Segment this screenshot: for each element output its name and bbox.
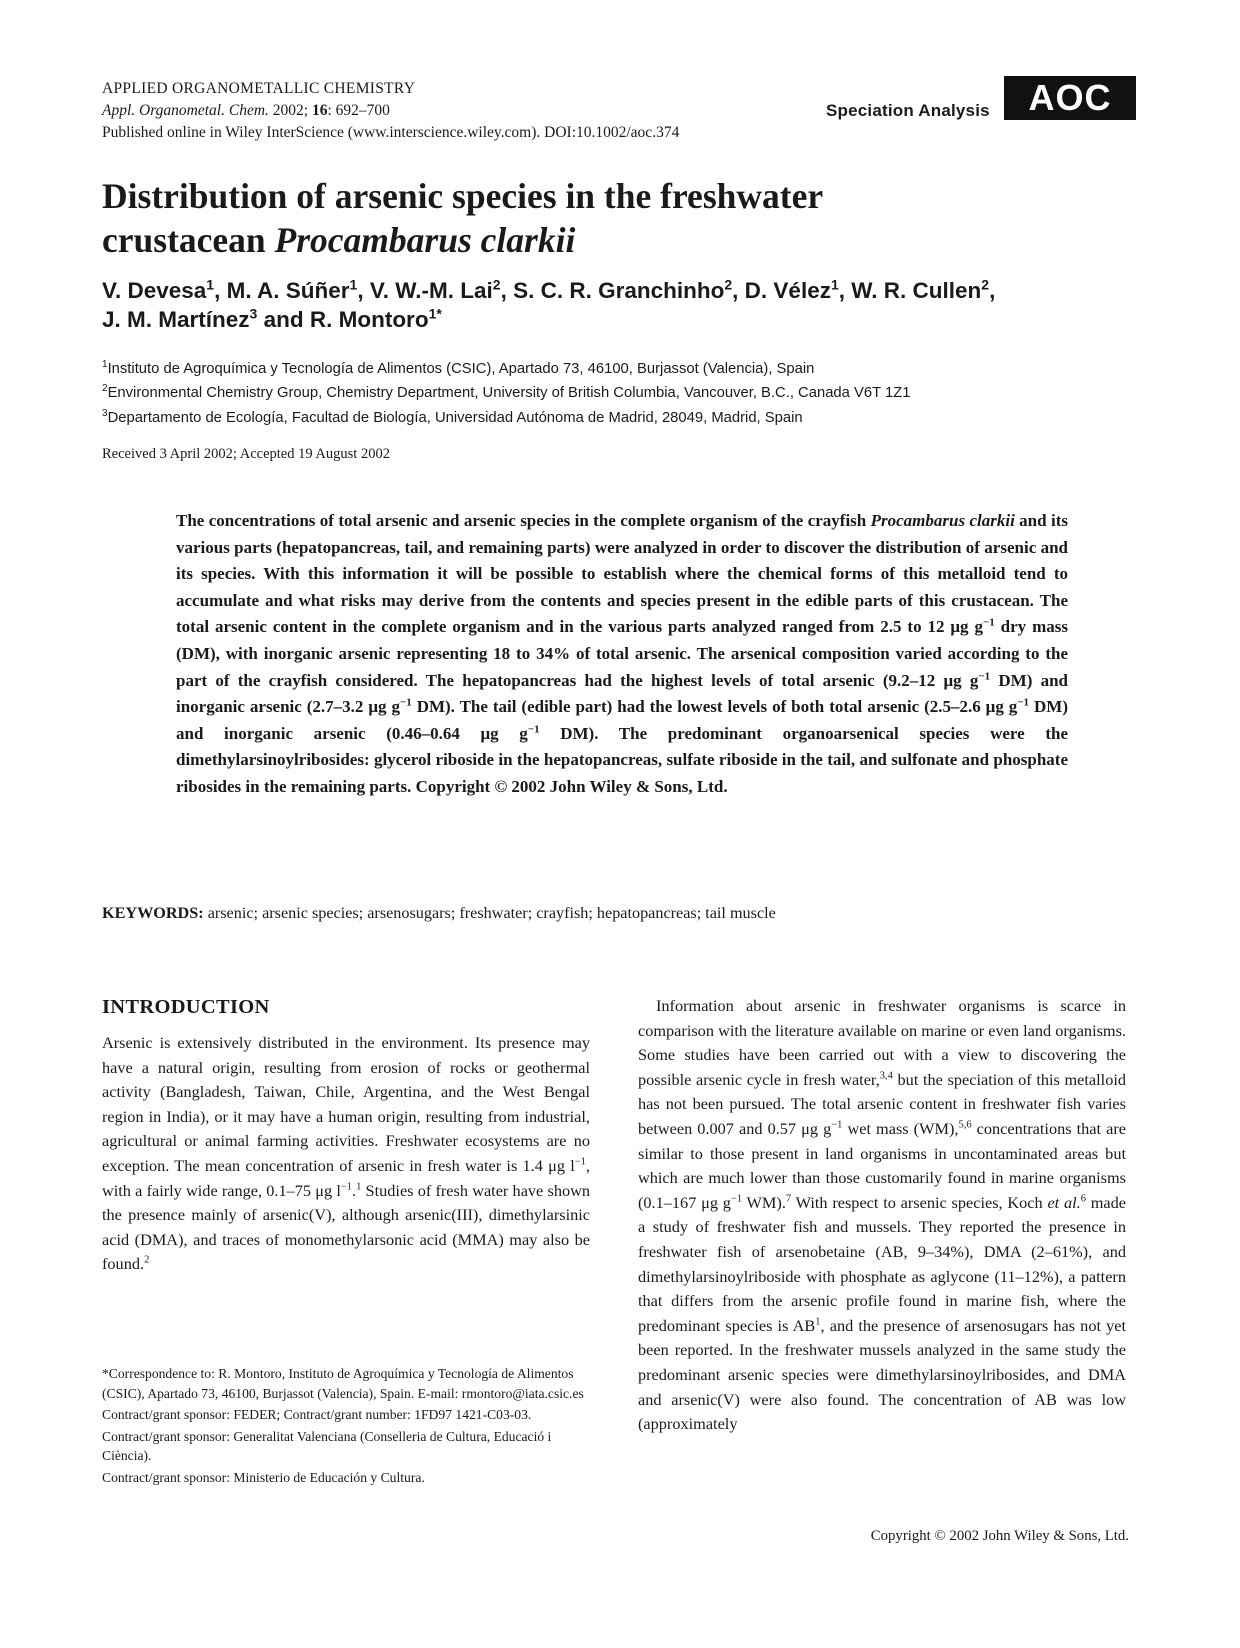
abstract-text-1: The concentrations of total arsenic and arsenic species in the complete organism of the crayfish xyxy=(176,511,871,530)
intro-right-text-7: made a study of freshwater fish and mussels. They reported the presence in freshwater fish of arsenobetaine (AB, 9–34%), DMA (2–61%), and dimethylarsinoylriboside with phosphate as aglycone (11–12%), a pattern that differs from the arsenic profile found in marine fish, where the predominant species is AB xyxy=(638,1192,1126,1335)
author-separator: , xyxy=(214,278,227,303)
author-separator: and xyxy=(257,307,310,332)
published-online: Published online in Wiley InterScience (www.interscience.wiley.com). DOI:10.1002/aoc.374 xyxy=(102,124,680,141)
affiliation-text: Environmental Chemistry Group, Chemistry Department, University of British Columbia, Vancouver, B.C., Canada V6T 1Z1 xyxy=(107,385,911,402)
intro-right-column xyxy=(638,994,1126,1437)
author-separator: , xyxy=(989,278,996,303)
author-affiliation-mark: 1* xyxy=(428,305,442,322)
author-affiliation-mark: 1 xyxy=(206,276,215,293)
section-label: Speciation Analysis xyxy=(826,101,990,120)
author-name: M. A. Súñer xyxy=(226,278,350,303)
intro-right-text-5: WM). xyxy=(742,1192,786,1212)
footnotes xyxy=(102,1364,592,1489)
title-prefix: crustacean xyxy=(102,220,275,260)
abstract xyxy=(176,508,1068,801)
journal-header xyxy=(102,78,802,144)
journal-name: APPLIED ORGANOMETALLIC CHEMISTRY xyxy=(102,80,416,97)
intro-right-sup-6: 6 xyxy=(1080,1193,1086,1205)
author-separator: , xyxy=(838,278,852,303)
footnote-item: Contract/grant sponsor: Generalitat Valenciana (Conselleria de Cultura, Educació i Ciència). xyxy=(102,1428,552,1463)
citation-abbrev: Appl. Organometal. Chem. xyxy=(102,102,269,119)
abstract-text-3: dry mass (DM), with inorganic arsenic representing 18 to 34% of total arsenic. The arsenical composition varied according to the part of the crayfish considered. The hepatopancreas had the highest levels of total arsenic (9.2–12 μg g xyxy=(176,617,1069,690)
intro-right-sup-4: −1 xyxy=(730,1193,743,1205)
keywords-label: KEYWORDS: xyxy=(102,904,204,922)
intro-right-text-3: wet mass (WM), xyxy=(842,1118,959,1138)
abstract-sup-3: −1 xyxy=(399,696,412,709)
intro-right-sup-3: 5,6 xyxy=(958,1119,972,1131)
title-species: Procambarus clarkii xyxy=(274,220,576,260)
abstract-text-5: DM). The tail (edible part) had the lowest levels of both total arsenic (2.5–2.6 μg g xyxy=(411,697,1018,717)
author-name: V. W.-M. Lai xyxy=(369,278,493,303)
intro-left-text-3: . xyxy=(352,1180,357,1200)
affiliation-item xyxy=(102,379,1142,403)
intro-right-text-4: concentrations that are similar to those present in land organisms in uncontaminated areas but which are much lower than those customarily found in marine organisms (0.1–167 μg g xyxy=(638,1118,1126,1212)
affiliation-number: 1 xyxy=(102,359,108,370)
abstract-sup-1: −1 xyxy=(982,616,995,629)
intro-left-sup-3: 1 xyxy=(356,1181,362,1193)
intro-right-italic-etal: et al. xyxy=(1047,1192,1081,1212)
footnote-item: *Correspondence to: R. Montoro, Instituto de Agroquímica y Tecnología de Alimentos (CSIC), Apartado 73, 46100, Burjassot (Valencia), Spain. E-mail: rmontoro@iata.csic.es xyxy=(102,1366,584,1401)
intro-right-text-8: , and the presence of arsenosugars has not yet been reported. In the freshwater mussels analyzed in the same study the predominant arsenic species were dimethylarsinoylribosides, and DMA and arsenic(V) were also found. The concentration of AB was low (approximately xyxy=(638,1315,1126,1434)
intro-left-sup-2: −1 xyxy=(340,1181,353,1193)
abstract-text-2: and its various parts (hepatopancreas, tail, and remaining parts) were analyzed in order to discover the distribution of arsenic and its species. With this information it will be possible to establish where the chemical forms of this metalloid tend to accumulate and what risks may derive from the contents and species present in the edible parts of this crustacean. The total arsenic content in the complete organism and in the various parts analyzed ranged from 2.5 to 12 μg g xyxy=(176,511,1068,637)
title-line-1: Distribution of arsenic species in the freshwater xyxy=(102,176,824,216)
intro-left-text-1: Arsenic is extensively distributed in the environment. Its presence may have a natural origin, resulting from erosion of rocks or geothermal activity (Bangladesh, Taiwan, Chile, Argentina, and the West Bengal region in India), or it may have a human origin, resulting from industrial, agricultural or animal farming activities. Freshwater ecosystems are no exception. The mean concentration of arsenic in fresh water is 1.4 μg l xyxy=(102,1033,590,1175)
citation xyxy=(102,100,802,122)
intro-right-text-2: but the speciation of this metalloid has not been pursued. The total arsenic content in freshwater fish varies between 0.007 and 0.57 μg g xyxy=(638,1069,1127,1138)
author-separator: , xyxy=(732,278,745,303)
article-title xyxy=(102,174,1142,262)
intro-left-column xyxy=(102,1031,590,1277)
footnote-item: Contract/grant sponsor: FEDER; Contract/grant number: 1FD97 1421-C03-03. xyxy=(102,1407,532,1422)
intro-right-sup-7: 1 xyxy=(815,1316,821,1328)
title-line-2 xyxy=(102,218,1142,262)
affiliation-number: 2 xyxy=(102,383,108,395)
intro-right-sup-1: 3,4 xyxy=(879,1070,893,1082)
received-dates: Received 3 April 2002; Accepted 19 August 2002 xyxy=(102,446,390,462)
author-separator: , xyxy=(500,278,514,303)
section-heading-introduction: INTRODUCTION xyxy=(102,996,270,1018)
intro-right-sup-2: −1 xyxy=(831,1119,843,1131)
author-list xyxy=(102,276,1152,334)
citation-volume: 16 xyxy=(311,102,328,119)
intro-right-text-1: Information about arsenic in freshwater organisms is scarce in comparison with the literature available on marine or even land organisms. Some studies have been carried out with a view to discovering the possible arsenic cycle in fresh water, xyxy=(638,996,1126,1089)
intro-right-sup-5: 7 xyxy=(785,1193,792,1205)
author-affiliation-mark: 2 xyxy=(492,276,501,293)
intro-right-text-6: With respect to arsenic species, Koch xyxy=(791,1192,1048,1212)
author-affiliation-mark: 1 xyxy=(349,276,358,293)
affiliation-text: Instituto de Agroquímica y Tecnología de Alimentos (CSIC), Apartado 73, 46100, Burjassot (Valencia), Spain xyxy=(107,360,815,377)
author-name: D. Vélez xyxy=(744,278,831,303)
citation-pages: : 692–700 xyxy=(327,102,390,119)
journal-logo: AOC xyxy=(1004,76,1136,120)
keywords xyxy=(102,902,1142,924)
abstract-text-7: DM). The predominant organoarsenical species were the dimethylarsinoylribosides: glycerol riboside in the hepatopancreas, sulfate riboside in the tail, and sulfonate and phosphate ribosides in the remaining parts. Copyright © 2002 John Wiley & Sons, Ltd. xyxy=(176,723,1068,796)
keywords-text: arsenic; arsenic species; arsenosugars; freshwater; crayfish; hepatopancreas; tail muscle xyxy=(203,904,776,922)
author-name: R. Montoro xyxy=(309,307,429,332)
author-name: V. Devesa xyxy=(102,278,207,303)
abstract-species: Procambarus clarkii xyxy=(870,511,1015,530)
author-name: J. M. Martínez xyxy=(102,307,250,332)
author-affiliation-mark: 1 xyxy=(830,276,839,293)
abstract-sup-5: −1 xyxy=(527,723,540,736)
page-footer-copyright: Copyright © 2002 John Wiley & Sons, Ltd. xyxy=(870,1528,1129,1544)
affiliation-item xyxy=(102,404,1142,428)
author-name: S. C. R. Granchinho xyxy=(513,278,725,303)
author-separator: , xyxy=(357,278,370,303)
citation-year: 2002; xyxy=(272,102,309,119)
intro-left-sup-1: −1 xyxy=(574,1156,586,1168)
abstract-sup-4: −1 xyxy=(1017,696,1030,709)
author-affiliation-mark: 3 xyxy=(249,305,258,322)
intro-left-sup-4: 2 xyxy=(144,1254,150,1266)
intro-left-text-4: Studies of fresh water have shown the presence mainly of arsenic(V), although arsenic(III), dimethylarsinic acid (DMA), and traces of monomethylarsonic acid (MMA) may also be found. xyxy=(102,1180,590,1274)
author-affiliation-mark: 2 xyxy=(724,276,733,293)
intro-left-text-2: , with a fairly wide range, 0.1–75 μg l xyxy=(102,1155,590,1200)
author-affiliation-mark: 2 xyxy=(981,276,990,293)
abstract-text-4: DM) and inorganic arsenic (2.7–3.2 μg g xyxy=(176,670,1068,717)
affiliation-number: 3 xyxy=(102,407,108,419)
footnote-item: Contract/grant sponsor: Ministerio de Educación y Cultura. xyxy=(102,1469,425,1485)
author-name: W. R. Cullen xyxy=(851,278,982,303)
affiliation-item xyxy=(102,355,1142,379)
abstract-sup-2: −1 xyxy=(978,669,991,682)
abstract-text-6: DM) and inorganic arsenic (0.46–0.64 μg g xyxy=(176,697,1068,743)
affiliation-text: Departamento de Ecología, Facultad de Biología, Universidad Autónoma de Madrid, 28049, Madrid, Spain xyxy=(107,409,803,426)
affiliations xyxy=(102,355,1142,428)
